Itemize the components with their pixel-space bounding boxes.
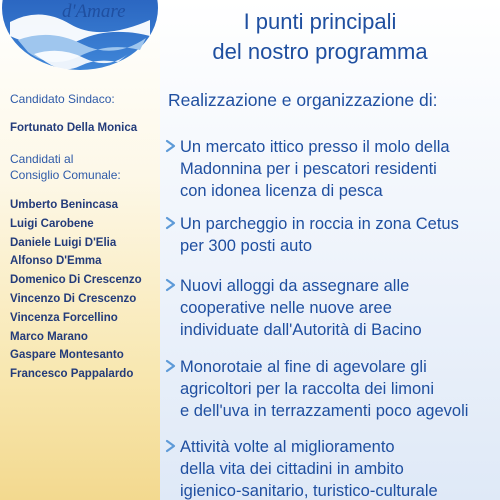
mayor-label: Candidato Sindaco: [10,92,115,106]
program-point-line: e dell'uva in terrazzamenti poco agevoli [180,402,469,420]
candidate-name: Luigi Carobene [10,217,94,230]
program-panel [160,0,500,500]
program-point-text [180,275,500,341]
program-point-line: individuate dall'Autorità di Bacino [180,321,422,339]
chevron-right-icon [164,359,178,373]
page-title-line1: I punti principali [243,9,397,34]
chevron-right-icon [164,139,178,153]
council-label-line1: Candidati al [10,152,74,166]
chevron-right-icon [164,278,178,292]
program-point-line: Nuovi alloggi da assegnare alle [180,277,410,295]
program-point-line: della vita dei cittadini in ambito [180,460,404,478]
program-point-line: con idonea licenza di pesca [180,182,383,200]
candidates-sidebar [0,0,160,500]
program-point-line: Attività volte al miglioramento [180,438,395,456]
chevron-right-icon [164,216,178,230]
council-label-line2: Consiglio Comunale: [10,168,121,182]
program-point-line: per 300 posti auto [180,237,313,255]
program-point-line: cooperative nelle nuove aree [180,299,392,317]
program-point-line: agricoltori per la raccolta dei limoni [180,380,435,398]
council-candidates-list [10,196,142,384]
program-point-line: Un mercato ittico presso il molo della [180,138,450,156]
program-point-line: Monorotaie al fine di agevolare gli [180,358,427,376]
chevron-right-icon [164,439,178,453]
candidate-name: Vincenzo Di Crescenzo [10,292,137,305]
logo-tagline: d'Amare [62,1,126,22]
program-point-line: Un parcheggio in roccia in zona Cetus [180,215,459,233]
candidate-name: Umberto Benincasa [10,199,119,211]
candidate-name: Gaspare Montesanto [10,349,124,362]
program-subheading: Realizzazione e organizzazione di: [168,90,438,110]
candidate-name: Domenico Di Crescenzo [10,274,142,287]
candidate-name: Francesco Pappalardo [10,368,134,381]
candidate-name: Marco Marano [10,330,88,343]
program-point-line: Madonnina per i pescatori residenti [180,160,437,178]
party-logo [0,0,160,70]
program-point-text [180,136,500,202]
program-point-text [180,356,500,422]
mayor-name: Fortunato Della Monica [10,122,138,134]
program-point-text [180,213,500,257]
candidate-name: Alfonso D'Emma [10,255,102,268]
candidate-name: Daniele Luigi D'Elia [10,236,117,249]
candidate-name: Vincenza Forcellino [10,311,118,324]
program-point-line: igienico-sanitario, turistico-culturale [180,482,438,500]
program-point-text [180,436,500,500]
page-title-line2: del nostro programma [212,39,428,64]
